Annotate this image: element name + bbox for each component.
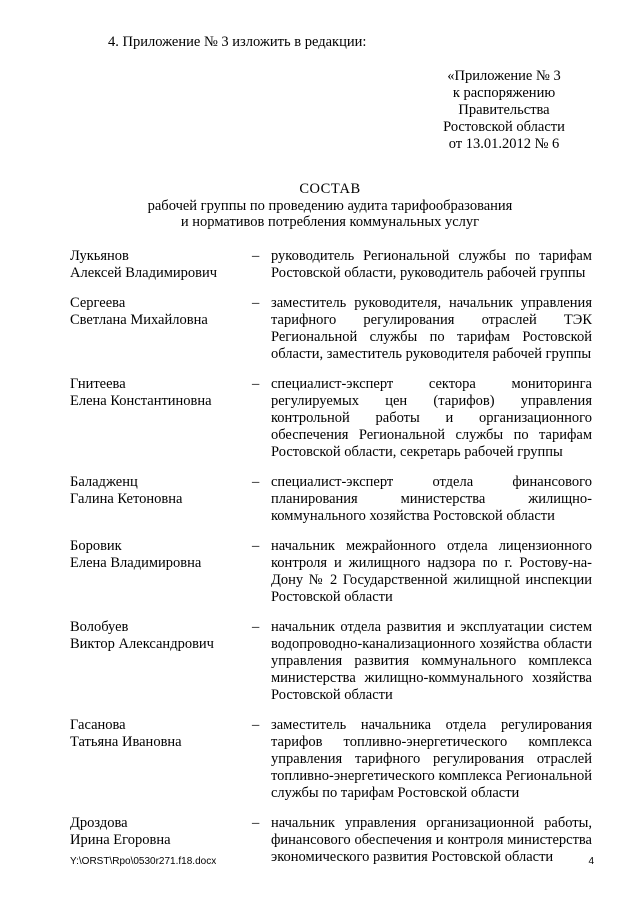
member-given-names: Елена Владимировна — [70, 555, 202, 571]
member-name — [70, 619, 252, 704]
member-dash: – — [252, 538, 260, 554]
member-dash: – — [252, 248, 260, 264]
member-entry — [70, 538, 592, 606]
member-name — [70, 376, 252, 461]
appendix-header — [428, 68, 580, 153]
appendix-header-line: к распоряжению — [452, 85, 556, 101]
member-surname: Сергеева — [70, 295, 126, 311]
composition-title-block — [60, 181, 600, 230]
member-dash: – — [252, 717, 260, 733]
member-name — [70, 717, 252, 802]
member-entry — [70, 619, 592, 704]
composition-subtitle-line: и нормативов потребления коммунальных услуг — [180, 214, 480, 230]
member-entry — [70, 248, 592, 282]
member-dash: – — [252, 815, 260, 831]
composition-heading: СОСТАВ — [299, 181, 361, 197]
footer-file-path: Y:\ORST\Rpo\0530r271.f18.docx — [70, 856, 217, 867]
appendix-header-line: Правительства — [458, 102, 550, 118]
member-surname: Лукьянов — [70, 248, 129, 264]
member-dash: – — [252, 619, 260, 635]
footer-page-number: 4 — [588, 856, 594, 867]
member-name — [70, 248, 252, 282]
member-given-names: Алексей Владимирович — [70, 265, 218, 281]
composition-subtitle-line: рабочей группы по проведению аудита тарифообразования — [147, 198, 513, 214]
member-dash: – — [252, 376, 260, 392]
member-entry — [70, 376, 592, 461]
member-surname: Боровик — [70, 538, 122, 554]
member-surname: Баладженц — [70, 474, 138, 490]
member-role: начальник управления организационной работы, финансового обеспечения и контроля министерства экономического развития Ростовской области — [271, 815, 592, 865]
member-role: заместитель руководителя, начальник управления тарифного регулирования отраслей ТЭК Региональной службы по тарифам Ростовской области, заместитель руководителя рабочей группы — [271, 295, 592, 362]
member-entry — [70, 474, 592, 525]
member-role: начальник межрайонного отдела лицензионного контроля и жилищного надзора по г. Ростову-на-Дону № 2 Государственной жилищной инспекции Ростовской области — [271, 538, 592, 605]
member-name — [70, 538, 252, 606]
member-given-names: Виктор Александрович — [70, 636, 214, 652]
member-given-names: Галина Кетоновна — [70, 491, 183, 507]
member-dash: – — [252, 474, 260, 490]
appendix-header-line: «Приложение № 3 — [447, 68, 561, 84]
member-surname: Гнитеева — [70, 376, 126, 392]
member-role: начальник отдела развития и эксплуатации систем водопроводно-канализационного хозяйства области управления развития коммунального комплекса министерства жилищно-коммунального хозяйства Ростовской области — [271, 619, 592, 703]
page-footer — [70, 856, 594, 868]
member-entry — [70, 717, 592, 802]
member-given-names: Ирина Егоровна — [70, 832, 171, 848]
intro-paragraph: 4. Приложение № 3 изложить в редакции: — [108, 34, 367, 50]
member-name — [70, 295, 252, 363]
member-name — [70, 474, 252, 525]
member-dash: – — [252, 295, 260, 311]
appendix-header-line: от 13.01.2012 № 6 — [448, 136, 560, 152]
member-role: заместитель начальника отдела регулирования тарифов топливно-энергетического комплекса управления тарифного регулирования отраслей топливно-энергетического комплекса Региональной службы по тарифам Ростовской области — [271, 717, 592, 801]
member-surname: Дроздова — [70, 815, 128, 831]
member-role: руководитель Региональной службы по тарифам Ростовской области, руководитель рабочей группы — [271, 248, 592, 281]
members-list — [70, 248, 592, 879]
member-given-names: Татьяна Ивановна — [70, 734, 182, 750]
appendix-header-line: Ростовской области — [443, 119, 565, 135]
member-surname: Волобуев — [70, 619, 129, 635]
member-given-names: Елена Константиновна — [70, 393, 212, 409]
member-entry — [70, 295, 592, 363]
member-role: специалист-эксперт сектора мониторинга регулируемых цен (тарифов) управления контрольной работы и организационного обеспечения Региональной службы по тарифам Ростовской области, секретарь рабочей группы — [271, 376, 592, 460]
member-given-names: Светлана Михайловна — [70, 312, 208, 328]
member-surname: Гасанова — [70, 717, 126, 733]
member-role: специалист-эксперт отдела финансового планирования министерства жилищно-коммунального хозяйства Ростовской области — [271, 474, 592, 524]
